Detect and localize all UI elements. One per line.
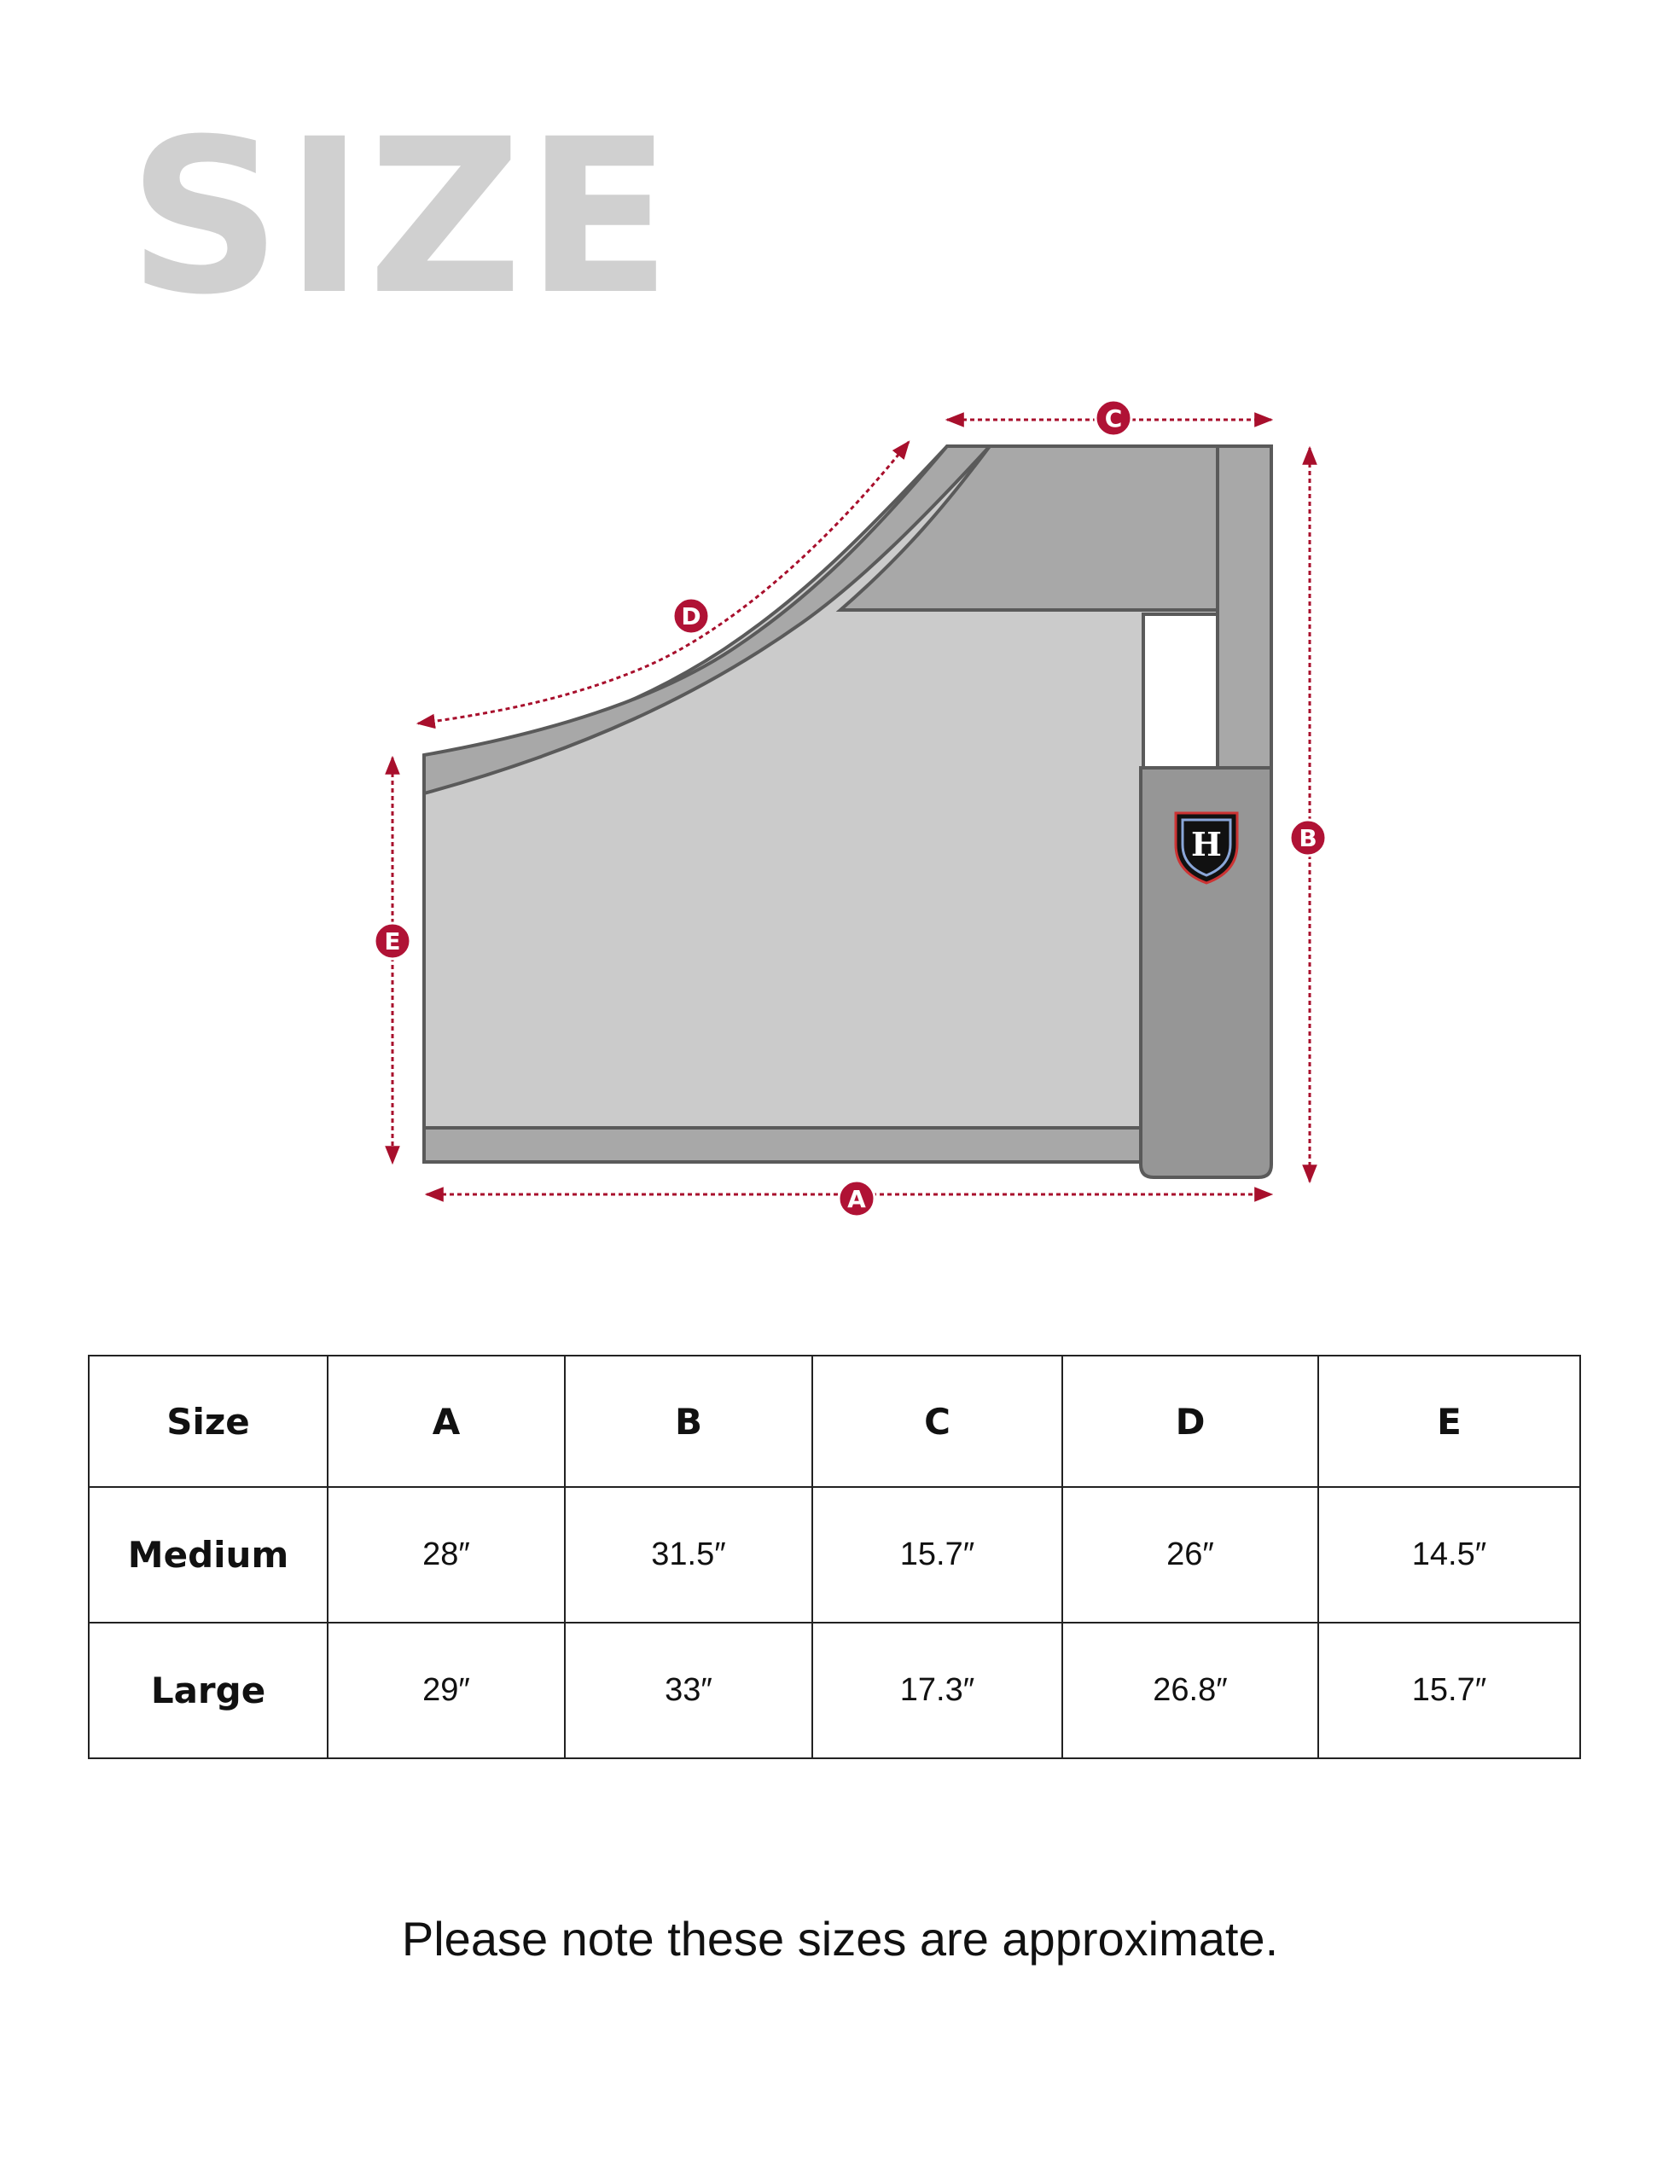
marker-d-label: D [681, 602, 701, 630]
cell-large-b: 33″ [565, 1623, 812, 1758]
cell-medium-c: 15.7″ [812, 1487, 1062, 1623]
header-a: A [328, 1356, 565, 1487]
right-strip [1218, 446, 1271, 770]
garment-shape [424, 446, 1271, 1177]
page-title: SIZE [128, 93, 676, 341]
header-size: Size [89, 1356, 328, 1487]
cell-large-c: 17.3″ [812, 1623, 1062, 1758]
marker-e-label: E [384, 927, 401, 956]
table-row [89, 1487, 1580, 1623]
cell-medium-d: 26″ [1062, 1487, 1318, 1623]
marker-c-label: C [1104, 404, 1123, 433]
logo-letter: H [1191, 825, 1222, 863]
marker-b [1290, 820, 1326, 856]
table-header-row [89, 1356, 1580, 1487]
marker-a-label: A [847, 1185, 866, 1213]
marker-d [673, 598, 709, 634]
approximate-note: Please note these sizes are approximate. [401, 1912, 1279, 1966]
header-b: B [565, 1356, 812, 1487]
marker-b-label: B [1299, 824, 1317, 852]
header-d: D [1062, 1356, 1318, 1487]
table-row [89, 1623, 1580, 1758]
header-c: C [812, 1356, 1062, 1487]
cell-medium-b: 31.5″ [565, 1487, 812, 1623]
cell-large-a: 29″ [328, 1623, 565, 1758]
cell-medium-e: 14.5″ [1318, 1487, 1580, 1623]
marker-c [1096, 400, 1131, 436]
size-table [88, 1355, 1581, 1759]
cell-medium-a: 28″ [328, 1487, 565, 1623]
row-label-large: Large [89, 1623, 328, 1758]
marker-a [839, 1181, 875, 1217]
row-label-medium: Medium [89, 1487, 328, 1623]
cell-large-e: 15.7″ [1318, 1623, 1580, 1758]
header-e: E [1318, 1356, 1580, 1487]
marker-e [375, 923, 410, 959]
bottom-hem [424, 1128, 1143, 1162]
cell-large-d: 26.8″ [1062, 1623, 1318, 1758]
